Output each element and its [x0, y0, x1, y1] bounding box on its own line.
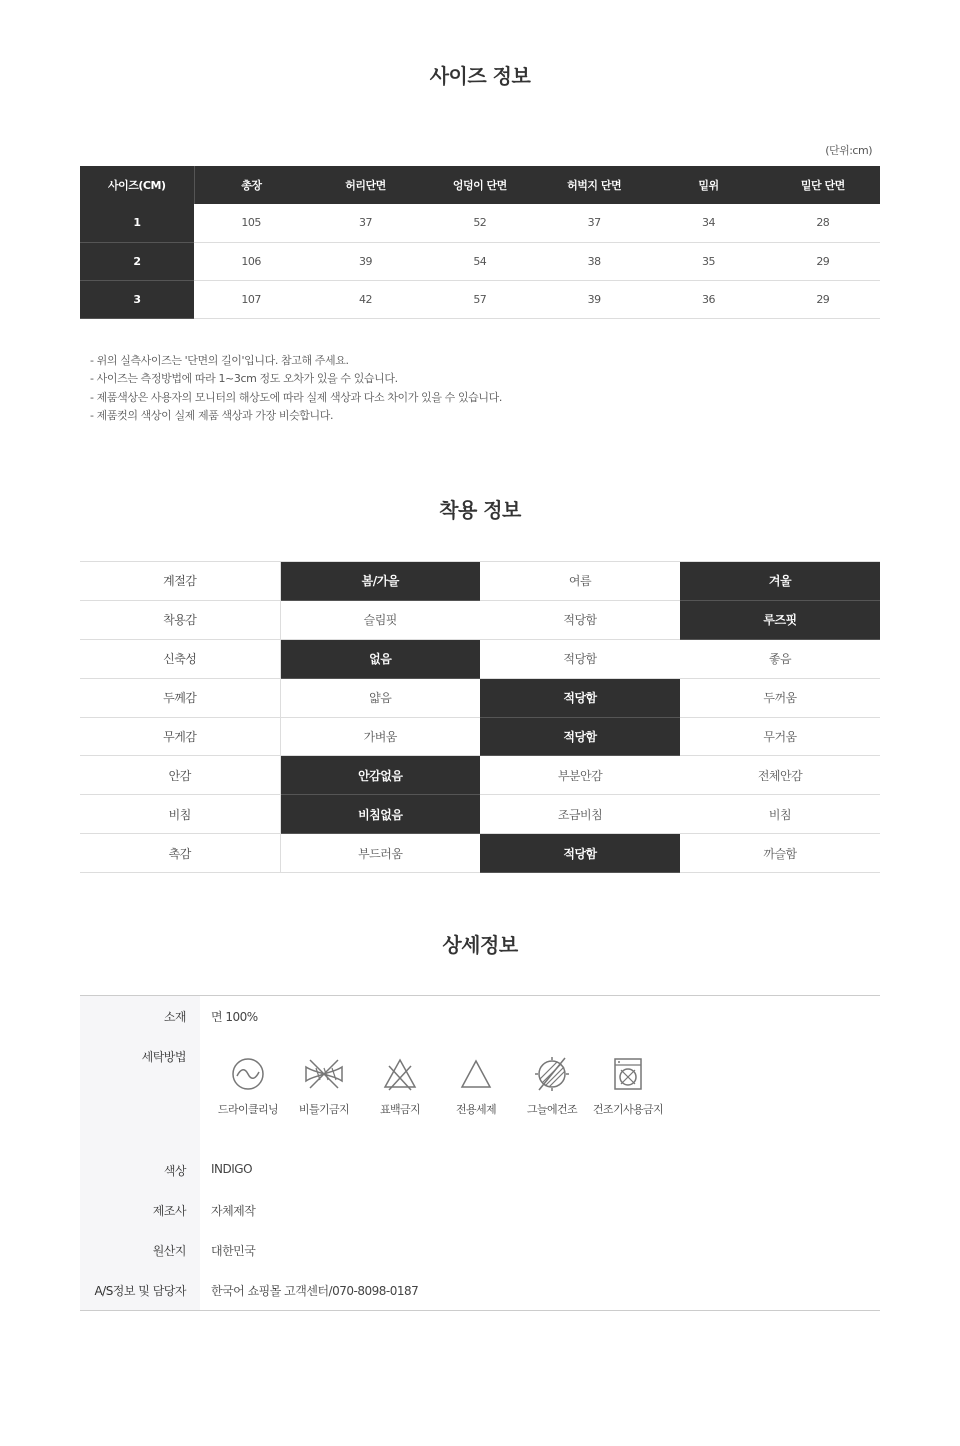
fit-label: 계절감: [80, 562, 280, 601]
fit-row-lining: [80, 756, 880, 795]
value-cell: 105: [194, 204, 308, 242]
wash-item-label: 그늘에건조: [526, 1103, 578, 1116]
wash-item-label: 비틀기금지: [298, 1103, 350, 1116]
fit-table: [80, 561, 880, 873]
maker-value: 자체제작: [211, 1204, 256, 1218]
fit-option: 부드러움: [280, 834, 480, 873]
no-wring-icon: [302, 1056, 346, 1092]
value-cell: 29: [766, 280, 880, 318]
value-cell: 54: [423, 242, 537, 280]
table-row: [80, 204, 880, 242]
value-cell: 39: [537, 280, 651, 318]
fit-option: 좋음: [680, 639, 880, 678]
value-cell: 107: [194, 280, 308, 318]
value-cell: 29: [766, 242, 880, 280]
fit-row-sheer: [80, 795, 880, 834]
wash-icons: [210, 1056, 666, 1117]
material-label: 소재: [163, 1010, 186, 1024]
header-size: 사이즈(CM): [80, 166, 194, 204]
value-cell: 52: [423, 204, 537, 242]
wash-item-label: 전용세제: [455, 1103, 497, 1116]
fit-option: 얇음: [280, 678, 480, 717]
fit-option: 비침: [680, 795, 880, 834]
fit-option: 여름: [480, 562, 680, 601]
fit-option: 전체안감: [680, 756, 880, 795]
wash-item-detergent: [438, 1056, 514, 1117]
value-cell: 39: [308, 242, 422, 280]
fit-option: 조금비침: [480, 795, 680, 834]
value-cell: 37: [308, 204, 422, 242]
as-value: 한국어 쇼핑몰 고객센터/070-8098-0187: [211, 1284, 419, 1298]
fit-option-selected: 없음: [280, 639, 480, 678]
header-rise: 밑위: [651, 166, 765, 204]
wash-item-dry-clean: [210, 1056, 286, 1117]
fit-option: 무거움: [680, 717, 880, 756]
fit-option-selected: 안감없음: [280, 756, 480, 795]
unit-label: (단위:cm): [825, 144, 872, 157]
size-cell: 1: [80, 204, 194, 242]
fit-label: 두께감: [80, 678, 280, 717]
header-thigh: 허벅지 단면: [537, 166, 651, 204]
fit-row-thickness: [80, 678, 880, 717]
header-total-length: 총장: [194, 166, 308, 204]
fit-row-fit: [80, 600, 880, 639]
value-cell: 35: [651, 242, 765, 280]
dry-clean-icon: [228, 1056, 268, 1092]
value-cell: 37: [537, 204, 651, 242]
note-item: - 제품컷의 색상이 실제 제품 색상과 가장 비슷합니다.: [90, 408, 334, 422]
value-cell: 36: [651, 280, 765, 318]
color-value: INDIGO: [211, 1162, 253, 1176]
wash-item-no-tumble-dry: [590, 1056, 666, 1117]
size-cell: 3: [80, 280, 194, 318]
size-table-header-row: [80, 166, 880, 204]
fit-label: 착용감: [80, 600, 280, 639]
fit-label: 비침: [80, 795, 280, 834]
value-cell: 34: [651, 204, 765, 242]
fit-option-selected: 적당함: [480, 717, 680, 756]
fit-option: 두꺼움: [680, 678, 880, 717]
table-row: [80, 280, 880, 318]
fit-row-season: [80, 562, 880, 601]
fit-label: 안감: [80, 756, 280, 795]
fit-option: 적당함: [480, 600, 680, 639]
material-value: 면 100%: [211, 1010, 258, 1024]
shade-dry-icon: [532, 1056, 572, 1092]
note-item: - 위의 실측사이즈는 '단면의 길이'입니다. 참고해 주세요.: [90, 354, 349, 367]
fit-row-weight: [80, 717, 880, 756]
fit-option-selected: 적당함: [480, 834, 680, 873]
fit-option-selected: 봄/가을: [280, 562, 480, 601]
wash-item-shade-dry: [514, 1056, 590, 1117]
no-tumble-dry-icon: [608, 1056, 648, 1092]
wash-label: 세탁방법: [141, 1050, 186, 1064]
value-cell: 57: [423, 280, 537, 318]
origin-label: 원산지: [152, 1244, 186, 1258]
fit-row-texture: [80, 834, 880, 873]
fit-option-selected: 적당함: [480, 678, 680, 717]
fit-option-selected: 루즈핏: [680, 600, 880, 639]
fit-label: 신축성: [80, 639, 280, 678]
fit-option: 슬림핏: [280, 600, 480, 639]
maker-label: 제조사: [152, 1204, 186, 1218]
wash-item-no-wring: [286, 1056, 362, 1117]
value-cell: 42: [308, 280, 422, 318]
size-table: [80, 166, 880, 319]
fit-row-stretch: [80, 639, 880, 678]
wash-item-label: 표백금지: [379, 1103, 421, 1116]
value-cell: 38: [537, 242, 651, 280]
fit-label: 촉감: [80, 834, 280, 873]
value-cell: 28: [766, 204, 880, 242]
fit-option: 가벼움: [280, 717, 480, 756]
fit-option: 까슬함: [680, 834, 880, 873]
wash-item-no-bleach: [362, 1056, 438, 1117]
fit-info-title: 착용 정보: [439, 498, 521, 522]
size-info-title: 사이즈 정보: [429, 64, 531, 88]
no-bleach-icon: [380, 1056, 420, 1092]
origin-value: 대한민국: [211, 1244, 256, 1258]
header-waist: 허리단면: [308, 166, 422, 204]
note-item: - 제품색상은 사용자의 모니터의 해상도에 따라 실제 색상과 다소 차이가 있을 수 있습니다.: [90, 390, 502, 404]
detail-info-title: 상세정보: [442, 933, 518, 957]
wash-item-label: 드라이클리닝: [217, 1103, 279, 1116]
fit-option-selected: 겨울: [680, 562, 880, 601]
table-row: [80, 242, 880, 280]
size-notes: [90, 352, 502, 425]
header-hem: 밑단 단면: [766, 166, 880, 204]
fit-option: 부분안감: [480, 756, 680, 795]
value-cell: 106: [194, 242, 308, 280]
fit-option: 적당함: [480, 639, 680, 678]
header-hip: 엉덩이 단면: [423, 166, 537, 204]
size-cell: 2: [80, 242, 194, 280]
detail-label-column: [80, 996, 200, 1310]
note-item: - 사이즈는 측정방법에 따라 1~3cm 정도 오차가 있을 수 있습니다.: [90, 372, 398, 386]
fit-label: 무게감: [80, 717, 280, 756]
color-label: 색상: [163, 1164, 186, 1178]
wash-item-label: 건조기사용금지: [592, 1103, 664, 1116]
fit-option-selected: 비침없음: [280, 795, 480, 834]
neutral-detergent-icon: [456, 1056, 496, 1092]
as-label: A/S정보 및 담당자: [94, 1284, 186, 1298]
detail-table: [80, 995, 880, 1311]
